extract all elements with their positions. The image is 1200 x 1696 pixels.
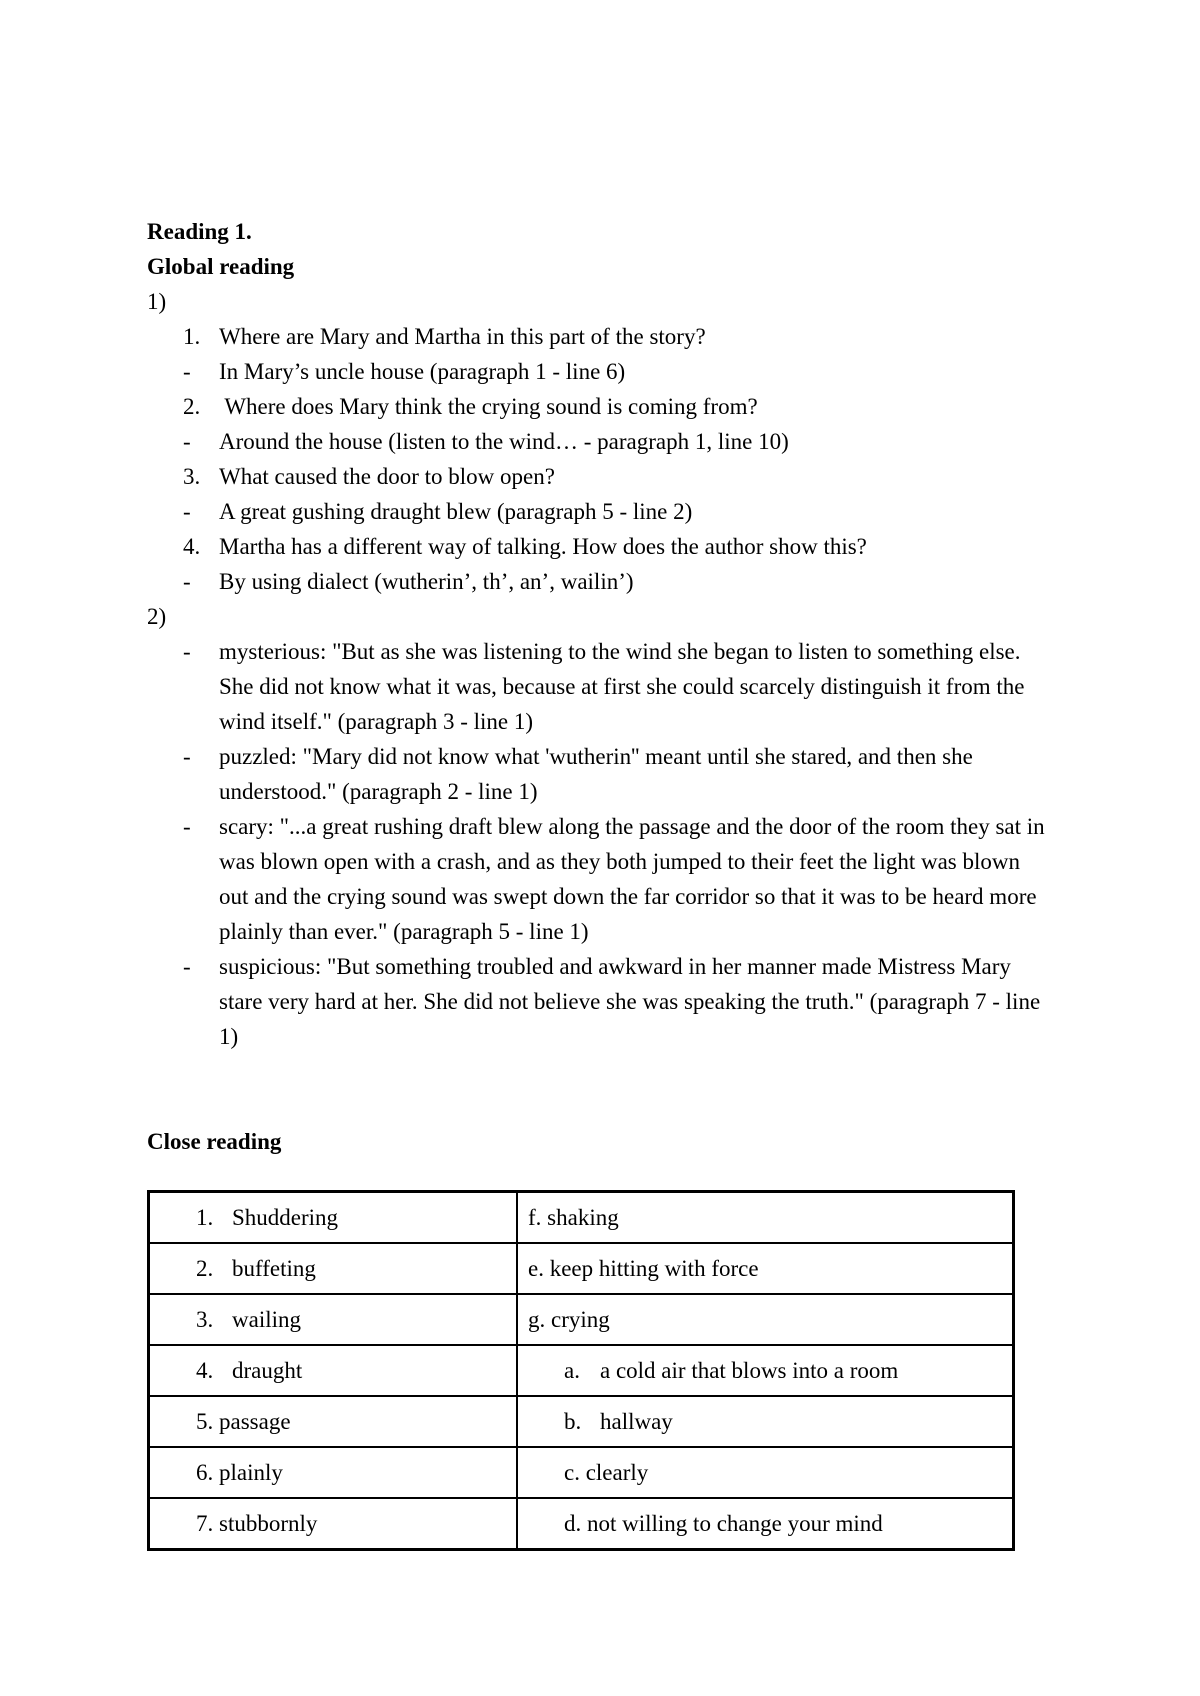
term-cell: 3. wailing bbox=[149, 1294, 518, 1345]
table-row bbox=[149, 1498, 1014, 1550]
term-cell: 4. draught bbox=[149, 1345, 518, 1396]
question-1: 1. Where are Mary and Martha in this part of the story? bbox=[183, 324, 706, 349]
answer-text: In Mary’s uncle house (paragraph 1 - line 6) bbox=[219, 359, 626, 384]
table-row bbox=[149, 1192, 1014, 1244]
question-text: Where are Mary and Martha in this part of the story? bbox=[219, 324, 706, 349]
term-cell: 1. Shuddering bbox=[149, 1192, 518, 1244]
question-2: 2. Where does Mary think the crying sound is coming from? bbox=[183, 394, 758, 419]
answer-3: - A great gushing draught blew (paragraph 5 - line 2) bbox=[183, 499, 693, 524]
table-row bbox=[149, 1396, 1014, 1447]
term-cell: 5. passage bbox=[149, 1396, 518, 1447]
definition-cell: c. clearly bbox=[517, 1447, 1014, 1498]
adjective-item-puzzled: - puzzled: "Mary did not know what 'wutherin'' meant until she stared, and then she understood." (paragraph 2 - line 1) bbox=[183, 744, 973, 804]
document-page bbox=[147, 214, 1067, 1159]
term-cell: 2. buffeting bbox=[149, 1243, 518, 1294]
answer-text: Around the house (listen to the wind… - paragraph 1, line 10) bbox=[219, 429, 789, 454]
answer-2: - Around the house (listen to the wind… - paragraph 1, line 10) bbox=[183, 429, 789, 454]
close-reading-heading: Close reading bbox=[147, 1129, 282, 1154]
adjective-item-scary: - scary: "...a great rushing draft blew along the passage and the door of the room they sat in was blown open with a crash, and as they both jumped to their feet the light was blown out and the crying sound was swept down the far corridor so that it was to be heard more plainly than ever." (paragraph 5 - line 1) bbox=[183, 814, 1045, 944]
table-row bbox=[149, 1345, 1014, 1396]
term-cell: 7. stubbornly bbox=[149, 1498, 518, 1550]
definition-cell: b. hallway bbox=[517, 1396, 1014, 1447]
answer-text: By using dialect (wutherin’, th’, an’, wailin’) bbox=[219, 569, 634, 594]
definition-cell: d. not willing to change your mind bbox=[517, 1498, 1014, 1550]
definition-cell: f. shaking bbox=[517, 1192, 1014, 1244]
question-3: 3. What caused the door to blow open? bbox=[183, 464, 555, 489]
reading-title: Reading 1. bbox=[147, 219, 252, 244]
term-cell: 6. plainly bbox=[149, 1447, 518, 1498]
definition-cell: e. keep hitting with force bbox=[517, 1243, 1014, 1294]
question-answer-list bbox=[147, 319, 1067, 599]
section-1-label: 1) bbox=[147, 289, 167, 314]
answer-1: - In Mary’s uncle house (paragraph 1 - line 6) bbox=[183, 359, 626, 384]
question-text: Martha has a different way of talking. How does the author show this? bbox=[219, 534, 867, 559]
question-text: Where does Mary think the crying sound is coming from? bbox=[219, 394, 758, 419]
section-2-label: 2) bbox=[147, 604, 167, 629]
definition-cell: a. a cold air that blows into a room bbox=[517, 1345, 1014, 1396]
answer-text: A great gushing draught blew (paragraph 5 - line 2) bbox=[219, 499, 693, 524]
question-text: What caused the door to blow open? bbox=[219, 464, 555, 489]
adjective-item-suspicious: - suspicious: "But something troubled and awkward in her manner made Mistress Mary stare very hard at her. She did not believe she was speaking the truth." (paragraph 7 - line 1) bbox=[183, 954, 1041, 1049]
adjective-item-mysterious: - mysterious: "But as she was listening to the wind she began to listen to something else. She did not know what it was, because at first she could scarcely distinguish it from the wind itself." (paragraph 3 - line 1) bbox=[183, 639, 1025, 734]
adjective-list bbox=[147, 634, 1067, 1054]
table-row bbox=[149, 1243, 1014, 1294]
table-row bbox=[149, 1447, 1014, 1498]
vocabulary-table bbox=[147, 1190, 1015, 1551]
table-row bbox=[149, 1294, 1014, 1345]
definition-cell: g. crying bbox=[517, 1294, 1014, 1345]
answer-4: - By using dialect (wutherin’, th’, an’, wailin’) bbox=[183, 569, 634, 594]
global-reading-heading: Global reading bbox=[147, 254, 295, 279]
question-4: 4. Martha has a different way of talking. How does the author show this? bbox=[183, 534, 867, 559]
